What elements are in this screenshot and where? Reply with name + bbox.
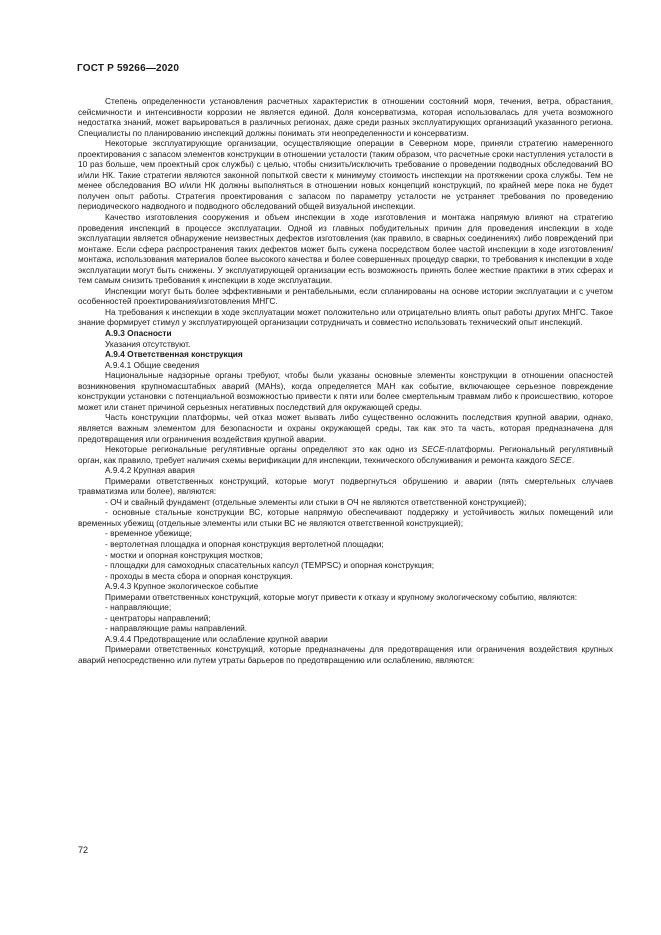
term-sece: SECE <box>549 454 572 465</box>
paragraph: Национальные надзорные органы требуют, чтобы были указаны основные элементы конструкции в отношении опасностей возникновения крупномасштабных аварий (МАНs), когда определяется МАН как событие, включающее серьезное повреждение конструкции установки с потенциальной возможностью привести к пяти или более смертельным травмам либо к происшествию, которое может или станет причиной серьезных негативных последствий для окружающей среды. <box>78 370 613 412</box>
section-text-a93: Указания отсутствуют. <box>105 338 191 349</box>
list-item: - ОЧ и свайный фундамент (отдельные элементы или стыки в ОЧ не являются ответственной конструкцией); <box>105 496 527 507</box>
paragraph: Степень определенности установления расчетных характеристик в отношении состояний моря, течения, ветра, обрастания, сейсмичности и интенсивности коррозии не является единой. Доля консерватизма, которая использовалась для учета возможного недостатка знаний, может варьироваться в различных регионах, даже среди разных эксплуатирующих организаций указанного региона. Специалисты по планированию инспекций должны понимать эти неопределенности и консерватизм. <box>78 96 613 138</box>
list-item: - временное убежище; <box>105 528 192 539</box>
subsection-title-a943: А.9.4.3 Крупное экологическое событие <box>105 581 259 592</box>
term-sece: SECE <box>421 444 445 455</box>
text-run: Некоторые региональные регулятивные органы определяют это как одно из <box>105 444 422 455</box>
subsection-title-a944: А.9.4.4 Предотвращение или ослабление крупной аварии <box>105 633 328 644</box>
list-item: - площадки для самоходных спасательных капсул (TEMPSC) и опорная конструкция; <box>105 560 435 571</box>
list-item: - направляющие рамы направлений. <box>105 623 248 634</box>
list-item: - основные стальные конструкции ВС, которые напрямую обеспечивают поддержку и устойчивость жилых помещений или временных убежищ (отдельные элементы или стыки ВС не являются ответственной конструкцией); <box>78 507 613 528</box>
subsection-title-a942: А.9.4.2 Крупная авария <box>105 465 195 476</box>
standard-number: ГОСТ Р 59266—2020 <box>77 63 180 74</box>
text-run: -платформы. Региональный регулятивный орган, как правило, требует наличия схемы верификации для инспекции, технического обслуживания и ремонта каждого <box>78 444 613 465</box>
paragraph: Некоторые эксплуатирующие организации, осуществляющие операции в Северном море, приняли стратегию намеренного проектирования с запасом элементов конструкции в отношении усталости (таким образом, что расчетные сроки наступления усталости в 10 раз больше, чем проектный срок службы) с целью, чтобы снизить/исключить требование о проведении подводных обследований ВО и/или НК. Такие стратегии являются законной попыткой свести к минимуму стоимость инспекции на протяжении срока службы. Тем не менее обследования ВО и/или НК должны выполняться в отношении новых концепций конструкций, по крайней мере пока не будет получен опыт работы. Стратегия проектирования с запасом по параметру усталости не устраняет требования по проведению периодического надводного и подводного обследований общей визуальной инспекции. <box>78 138 613 212</box>
text-run: . <box>571 454 575 465</box>
paragraph: Часть конструкции платформы, чей отказ может вызвать либо существенно осложнить последствия крупной аварии, однако, является важным элементом для безопасности и охраны окружающей среды, так как это та часть, которая предназначена для предотвращения или ограничения воздействия крупной аварии. <box>78 412 613 444</box>
subsection-title-a941: А.9.4.1 Общие сведения <box>105 359 200 370</box>
list-item: - направляющие; <box>105 602 172 613</box>
paragraph: Качество изготовления сооружения и объем инспекции в ходе изготовления и монтажа напрямую влияют на стратегию проведения инспекций в процессе эксплуатации. Одной из главных побудительных причин для проведения инспекции в ходе эксплуатации является обнаружение неизвестных дефектов изготовления (как правило, в сварных соединениях) либо повреждений при монтаже. Если сфера распространения таких дефектов может быть сужена посредством более частой инспекции в ходе изготовления/монтажа, использования материалов более высокого качества и более совершенных процедур сварки, то требования к инспекции в ходе эксплуатации могут быть снижены. У эксплуатирующей организации есть возможность принять более жесткие практики в этих сферах и тем самым снизить требования к инспекции в ходе эксплуатации. <box>78 212 613 286</box>
page-number: 72 <box>78 845 89 855</box>
paragraph-sece <box>78 444 613 465</box>
paragraph: Примерами ответственных конструкций, которые предназначены для предотвращения или ограничения воздействия крупных аварий непосредственно или путем утраты барьеров по предотвращению или ослаблению, являются: <box>78 644 613 665</box>
list-item: - вертолетная площадка и опорная конструкция вертолетной площадки; <box>105 538 384 549</box>
document-body <box>78 96 613 666</box>
paragraph: Примерами ответственных конструкций, которые могут подвергнуться обрушению и аварии (пять смертельных случаев травматизма или более), являются: <box>78 475 613 497</box>
list-item: - проходы в места сбора и опорная конструкция. <box>105 570 293 581</box>
paragraph: Примерами ответственных конструкций, которые могут привести к отказу и крупному экологическому событию, являются: <box>105 591 578 602</box>
paragraph: Инспекции могут быть более эффективными и рентабельными, если спланированы на основе истории эксплуатации и с учетом особенностей проектирования/изготовления МНГС. <box>78 285 613 307</box>
list-item: - мостки и опорная конструкция мостков; <box>105 549 263 560</box>
section-heading-a94: А.9.4 Ответственная конструкция <box>105 349 243 360</box>
section-heading-a93: А.9.3 Опасности <box>105 328 172 339</box>
paragraph: На требования к инспекции в ходе эксплуатации может положительно или отрицательно влиять опыт работы других МНГС. Такое знание формирует стимул у эксплуатирующей организации сотрудничать и совместно использовать технический опыт инспекций. <box>78 306 613 328</box>
list-item: - центраторы направлений; <box>105 612 211 623</box>
